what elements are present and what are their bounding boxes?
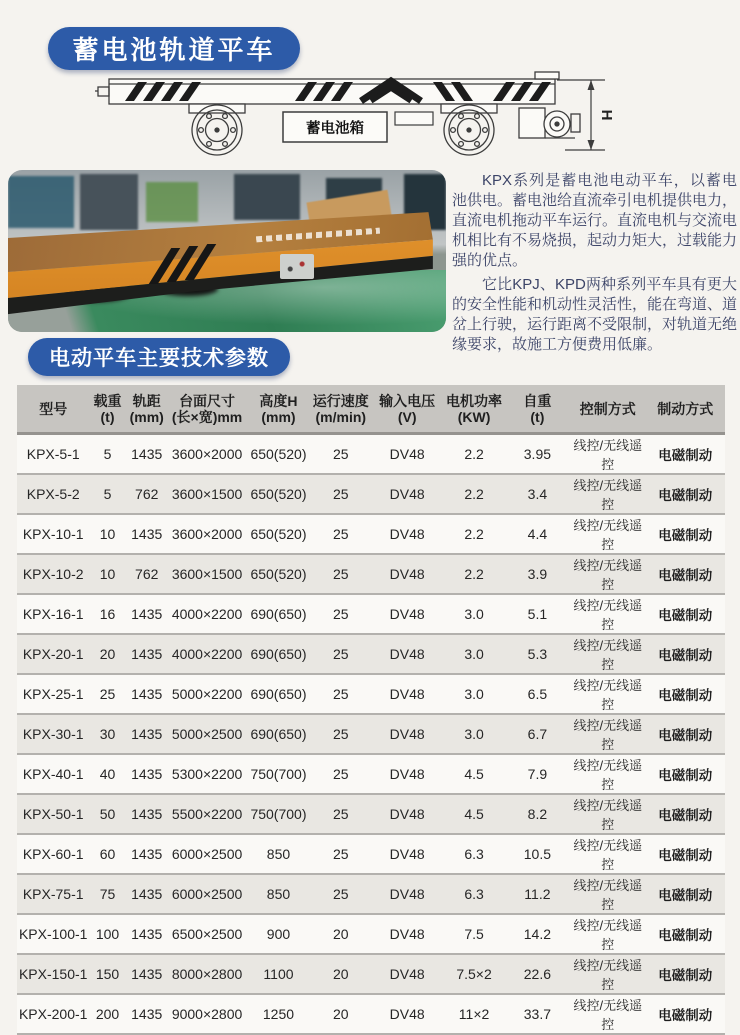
title-badge-label: 蓄电池轨道平车 (72, 35, 276, 65)
spec-cell: 5000×2500 (168, 714, 246, 754)
table-row (17, 594, 725, 634)
spec-cell: 200 (89, 994, 125, 1034)
spec-cell: 2.2 (443, 474, 504, 514)
spec-cell: 3600×2000 (168, 514, 246, 554)
spec-cell: 7.9 (505, 754, 570, 794)
spec-cell: 11.2 (505, 874, 570, 914)
spec-cell: 3600×1500 (168, 554, 246, 594)
table-row (17, 554, 725, 594)
model-cell: KPX-100-1 (17, 914, 89, 954)
table-row (17, 674, 725, 714)
spec-cell: 线控/无线遥控 (570, 514, 645, 554)
spec-cell: 25 (311, 794, 371, 834)
spec-cell: 750(700) (246, 794, 310, 834)
column-header-label: 高度H (259, 392, 298, 409)
spec-cell: 690(650) (246, 714, 310, 754)
spec-table (17, 385, 725, 1035)
spec-cell: 25 (311, 634, 371, 674)
model-cell: KPX-50-1 (17, 794, 89, 834)
section-badge (28, 338, 290, 376)
model-cell: KPX-10-1 (17, 514, 89, 554)
spec-cell: 电磁制动 (646, 914, 726, 954)
battery-box-label: 蓄电池箱 (306, 121, 364, 137)
spec-cell: 10 (89, 514, 125, 554)
spec-cell: 6000×2500 (168, 874, 246, 914)
spec-cell: 3.0 (443, 634, 504, 674)
spec-cell: 3.95 (505, 434, 570, 475)
spec-cell: 电磁制动 (646, 594, 726, 634)
table-row (17, 434, 725, 475)
title-badge (48, 27, 300, 70)
spec-cell: DV48 (371, 674, 443, 714)
model-cell: KPX-10-2 (17, 554, 89, 594)
spec-cell: 25 (89, 674, 125, 714)
spec-cell: DV48 (371, 794, 443, 834)
spec-cell: 线控/无线遥控 (570, 634, 645, 674)
spec-cell: 20 (311, 914, 371, 954)
spec-cell: 10 (89, 554, 125, 594)
spec-cell: 3600×1500 (168, 474, 246, 514)
spec-cell: 电磁制动 (646, 434, 726, 475)
spec-cell: 线控/无线遥控 (570, 834, 645, 874)
table-row (17, 874, 725, 914)
table-row (17, 834, 725, 874)
spec-cell: 25 (311, 674, 371, 714)
spec-cell: 1435 (126, 514, 168, 554)
table-row (17, 954, 725, 994)
spec-cell: 4.5 (443, 794, 504, 834)
spec-cell: 线控/无线遥控 (570, 954, 645, 994)
column-header-unit: (KW) (457, 408, 491, 425)
section-badge-label: 电动平车主要技术参数 (49, 347, 269, 370)
spec-cell: 5 (89, 474, 125, 514)
model-cell: KPX-75-1 (17, 874, 89, 914)
table-row (17, 794, 725, 834)
spec-cell: 5.3 (505, 634, 570, 674)
column-header-label: 台面尺寸 (179, 392, 236, 409)
column-header (505, 385, 570, 434)
table-row (17, 474, 725, 514)
spec-cell: 电磁制动 (646, 554, 726, 594)
spec-cell: 线控/无线遥控 (570, 874, 645, 914)
spec-cell: DV48 (371, 434, 443, 475)
spec-cell: 650(520) (246, 434, 310, 475)
column-header (371, 385, 443, 434)
spec-cell: 1435 (126, 674, 168, 714)
column-header-unit: (t) (530, 408, 545, 425)
column-header-label: 运行速度 (312, 392, 369, 409)
spec-cell: 6500×2500 (168, 914, 246, 954)
spec-cell: 750(700) (246, 754, 310, 794)
spec-cell: 8000×2800 (168, 954, 246, 994)
spec-cell: DV48 (371, 954, 443, 994)
table-row (17, 634, 725, 674)
spec-cell: 线控/无线遥控 (570, 434, 645, 475)
spec-cell: 4.4 (505, 514, 570, 554)
spec-cell: 1435 (126, 954, 168, 994)
spec-cell: 25 (311, 874, 371, 914)
spec-cell: 650(520) (246, 474, 310, 514)
flatcar-technical-drawing (95, 70, 645, 166)
table-row (17, 914, 725, 954)
spec-cell: 2.2 (443, 554, 504, 594)
column-header-label: 载重 (93, 392, 122, 409)
spec-cell: 4.5 (443, 754, 504, 794)
spec-cell: 50 (89, 794, 125, 834)
photo-machine-silhouette (8, 176, 74, 228)
table-row (17, 714, 725, 754)
model-cell: KPX-20-1 (17, 634, 89, 674)
spec-cell: 7.5×2 (443, 954, 504, 994)
model-cell: KPX-150-1 (17, 954, 89, 994)
spec-cell: 850 (246, 834, 310, 874)
spec-cell: 3.0 (443, 594, 504, 634)
column-header (570, 385, 645, 434)
spec-cell: 20 (89, 634, 125, 674)
spec-cell: 25 (311, 434, 371, 475)
column-header (246, 385, 310, 434)
spec-cell: 电磁制动 (646, 514, 726, 554)
spec-cell: 1435 (126, 914, 168, 954)
spec-cell: 1435 (126, 874, 168, 914)
spec-cell: DV48 (371, 714, 443, 754)
spec-cell: 60 (89, 834, 125, 874)
spec-cell: 7.5 (443, 914, 504, 954)
spec-cell: 1435 (126, 634, 168, 674)
spec-cell: 线控/无线遥控 (570, 554, 645, 594)
spec-cell: 30 (89, 714, 125, 754)
spec-cell: 33.7 (505, 994, 570, 1034)
spec-cell: 100 (89, 914, 125, 954)
spec-cell: DV48 (371, 834, 443, 874)
photo-machine-silhouette (146, 182, 198, 222)
spec-cell: 5.1 (505, 594, 570, 634)
spec-cell: 5300×2200 (168, 754, 246, 794)
spec-cell: 2.2 (443, 514, 504, 554)
column-header-unit: (长×宽)mm (171, 408, 243, 425)
spec-cell: 11×2 (443, 994, 504, 1034)
spec-cell: 25 (311, 834, 371, 874)
spec-cell: 25 (311, 754, 371, 794)
spec-cell: DV48 (371, 874, 443, 914)
spec-cell: 762 (126, 474, 168, 514)
photo-control-panel (280, 254, 314, 279)
photo-machine-silhouette (80, 174, 138, 230)
spec-cell: 1100 (246, 954, 310, 994)
product-photo (8, 170, 446, 332)
battery-box (283, 112, 387, 142)
spec-cell: 25 (311, 514, 371, 554)
spec-cell: 2.2 (443, 434, 504, 475)
spec-cell: 9000×2800 (168, 994, 246, 1034)
model-cell: KPX-25-1 (17, 674, 89, 714)
column-header-label: 轨距 (132, 392, 161, 409)
spec-cell: 3.4 (505, 474, 570, 514)
spec-cell: 电磁制动 (646, 954, 726, 994)
model-cell: KPX-40-1 (17, 754, 89, 794)
photo-machine-silhouette (234, 174, 300, 220)
spec-cell: 5000×2200 (168, 674, 246, 714)
spec-cell: 电磁制动 (646, 634, 726, 674)
spec-cell: DV48 (371, 994, 443, 1034)
spec-cell: 3.9 (505, 554, 570, 594)
spec-cell: 6.3 (443, 874, 504, 914)
spec-cell: 762 (126, 554, 168, 594)
spec-cell: 25 (311, 554, 371, 594)
spec-cell: 1435 (126, 794, 168, 834)
spec-cell: 4000×2200 (168, 594, 246, 634)
spec-cell: 1435 (126, 994, 168, 1034)
column-header (126, 385, 168, 434)
spec-cell: 电磁制动 (646, 874, 726, 914)
spec-cell: 25 (311, 594, 371, 634)
spec-cell: 650(520) (246, 514, 310, 554)
spec-cell: 电磁制动 (646, 714, 726, 754)
spec-cell: DV48 (371, 474, 443, 514)
spec-cell: 电磁制动 (646, 794, 726, 834)
spec-cell: 1435 (126, 834, 168, 874)
spec-cell: 690(650) (246, 674, 310, 714)
description-paragraph-2: 它比KPJ、KPD两种系列平车具有更大的安全性能和机动性灵活性，能在弯道、道岔上行驶，运行距离不受限制，对轨道无绝缘要求，故施工方便费用低廉。 (452, 276, 738, 353)
column-header (646, 385, 726, 434)
spec-cell: 电磁制动 (646, 674, 726, 714)
spec-cell: DV48 (371, 914, 443, 954)
spec-cell: 8.2 (505, 794, 570, 834)
height-dimension-label: H (598, 109, 615, 121)
description-text (452, 171, 737, 355)
column-header (443, 385, 504, 434)
spec-cell: 20 (311, 994, 371, 1034)
spec-cell: 14.2 (505, 914, 570, 954)
spec-cell: 线控/无线遥控 (570, 594, 645, 634)
spec-cell: 6000×2500 (168, 834, 246, 874)
spec-cell: 线控/无线遥控 (570, 994, 645, 1034)
column-header-unit: (V) (397, 408, 417, 425)
spec-cell: 电磁制动 (646, 994, 726, 1034)
table-row (17, 514, 725, 554)
model-cell: KPX-5-2 (17, 474, 89, 514)
spec-cell: 线控/无线遥控 (570, 674, 645, 714)
spec-cell: 650(520) (246, 554, 310, 594)
spec-cell: 线控/无线遥控 (570, 794, 645, 834)
spec-cell: 4000×2200 (168, 634, 246, 674)
spec-cell: 20 (311, 954, 371, 994)
spec-cell: 690(650) (246, 634, 310, 674)
spec-cell: 6.3 (443, 834, 504, 874)
spec-cell: 900 (246, 914, 310, 954)
column-header-unit: (mm) (129, 408, 164, 425)
spec-cell: 25 (311, 474, 371, 514)
spec-cell: 1435 (126, 754, 168, 794)
column-header-unit: (t) (100, 408, 115, 425)
spec-cell: 线控/无线遥控 (570, 754, 645, 794)
column-header-label: 制动方式 (657, 400, 714, 417)
spec-cell: 25 (311, 714, 371, 754)
spec-cell: 1435 (126, 594, 168, 634)
column-header-label: 控制方式 (579, 400, 636, 417)
spec-cell: DV48 (371, 554, 443, 594)
spec-cell: 690(650) (246, 594, 310, 634)
spec-cell: 150 (89, 954, 125, 994)
drive-unit (519, 108, 580, 138)
spec-table-head (17, 385, 725, 434)
table-row (17, 754, 725, 794)
spec-cell: 3600×2000 (168, 434, 246, 475)
spec-cell: 3.0 (443, 674, 504, 714)
spec-cell: 40 (89, 754, 125, 794)
model-cell: KPX-200-1 (17, 994, 89, 1034)
column-header-label: 自重 (523, 392, 552, 409)
model-cell: KPX-16-1 (17, 594, 89, 634)
table-row (17, 994, 725, 1034)
spec-cell: 电磁制动 (646, 754, 726, 794)
column-header (17, 385, 89, 434)
spec-cell: 16 (89, 594, 125, 634)
spec-cell: 1435 (126, 714, 168, 754)
column-header (311, 385, 371, 434)
spec-cell: 10.5 (505, 834, 570, 874)
spec-cell: 5 (89, 434, 125, 475)
model-cell: KPX-30-1 (17, 714, 89, 754)
spec-cell: 1250 (246, 994, 310, 1034)
column-header-unit: (m/min) (315, 408, 367, 425)
model-cell: KPX-60-1 (17, 834, 89, 874)
column-header-label: 型号 (39, 400, 68, 417)
spec-table-body (17, 434, 725, 1035)
spec-cell: DV48 (371, 634, 443, 674)
spec-cell: 线控/无线遥控 (570, 914, 645, 954)
spec-cell: 1435 (126, 434, 168, 475)
column-header-label: 输入电压 (379, 392, 436, 409)
spec-cell: 6.7 (505, 714, 570, 754)
spec-cell: 电磁制动 (646, 834, 726, 874)
column-header (168, 385, 246, 434)
spec-cell: 22.6 (505, 954, 570, 994)
spec-cell: DV48 (371, 514, 443, 554)
description-paragraph-1: KPX系列是蓄电池电动平车，以蓄电池供电。蓄电池给直流牵引电机提供电力，直流电机拖动平车运行。直流电机与交流电机相比有不易烧损，起动力矩大，过载能力强的优点。 (452, 172, 738, 269)
spec-cell: DV48 (371, 754, 443, 794)
spec-cell: 75 (89, 874, 125, 914)
column-header (89, 385, 125, 434)
spec-cell: 850 (246, 874, 310, 914)
spec-cell: 6.5 (505, 674, 570, 714)
spec-cell: 线控/无线遥控 (570, 474, 645, 514)
spec-cell: 3.0 (443, 714, 504, 754)
spec-cell: 5500×2200 (168, 794, 246, 834)
column-header-unit: (mm) (261, 408, 296, 425)
spec-cell: 电磁制动 (646, 474, 726, 514)
spec-cell: DV48 (371, 594, 443, 634)
column-header-label: 电机功率 (446, 392, 503, 409)
model-cell: KPX-5-1 (17, 434, 89, 475)
spec-cell: 线控/无线遥控 (570, 714, 645, 754)
